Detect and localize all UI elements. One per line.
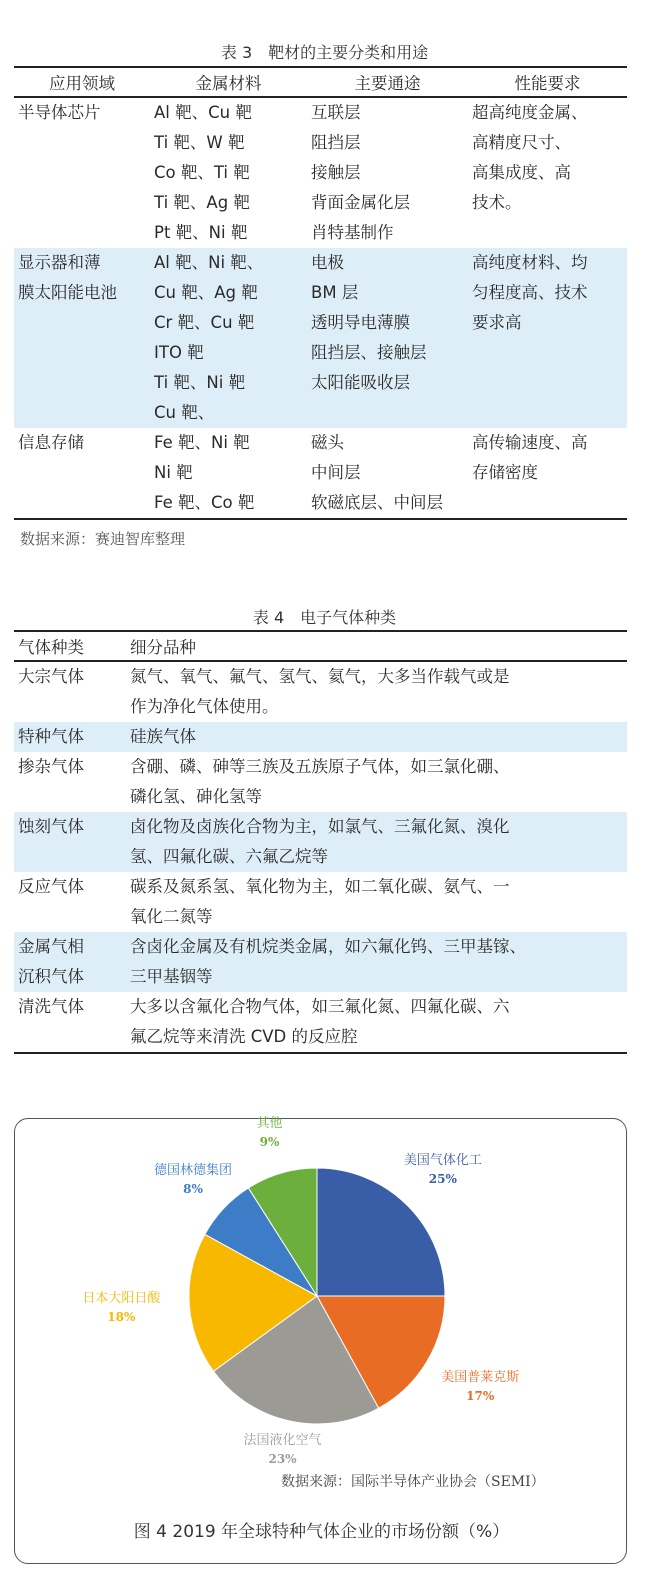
cell-uses: 互联层 阻挡层 接触层 背面金属化层 肖特基制作	[311, 103, 410, 242]
table4-header-detail: 细分品种	[130, 638, 196, 657]
table-row	[14, 248, 627, 428]
table3-header-materials: 金属材料	[195, 74, 262, 93]
pie-slice-name: 法国液化空气	[243, 1433, 322, 1449]
table3	[14, 66, 627, 520]
pie-slice-label	[200, 1115, 340, 1151]
pie-slice-name: 其他	[256, 1115, 283, 1131]
cell-type: 蚀刻气体	[18, 817, 84, 836]
table3-source: 数据来源：赛迪智库整理	[20, 530, 186, 548]
pie-slice-name: 美国气体化工	[403, 1153, 482, 1169]
table-row	[14, 812, 627, 872]
cell-detail: 大多以含氟化合物气体，如三氟化氮、四氟化碳、六 氟乙烷等来清洗 CVD 的反应腔	[130, 997, 510, 1046]
pie-slice-label	[410, 1369, 550, 1405]
table-row	[14, 722, 627, 752]
table-row	[14, 428, 627, 519]
table3-caption: 表 3 靶材的主要分类和用途	[220, 43, 429, 62]
cell-detail: 卤化物及卤族化合物为主，如氯气、三氟化氮、溴化 氢、四氟化碳、六氟乙烷等	[130, 817, 510, 866]
cell-materials: Fe 靶、Ni 靶 Ni 靶 Fe 靶、Co 靶	[154, 433, 255, 512]
cell-requirements: 超高纯度金属、 高精度尺寸、 高集成度、高 技术。	[472, 103, 588, 212]
figure4-caption: 图 4 2019 年全球特种气体企业的市场份额（%）	[133, 1522, 510, 1542]
pie-slice-name: 德国林德集团	[154, 1162, 233, 1178]
table-row	[14, 752, 627, 812]
table-row	[14, 661, 627, 722]
table-row	[14, 872, 627, 932]
table-row	[14, 932, 627, 992]
pie-slice-percent: 18%	[107, 1309, 136, 1324]
table4-caption: 表 4 电子气体种类	[252, 608, 397, 627]
pie-slice-percent: 25%	[428, 1172, 457, 1187]
table-row	[14, 97, 627, 248]
cell-type: 反应气体	[18, 877, 84, 896]
cell-requirements: 高纯度材料、均 匀程度高、技术 要求高	[472, 253, 588, 332]
pie-slice-label	[213, 1432, 353, 1468]
cell-uses: 磁头 中间层 软磁底层、中间层	[311, 433, 443, 512]
pie-slice-label	[51, 1290, 191, 1326]
pie-slice-percent: 8%	[183, 1181, 203, 1196]
cell-materials: Al 靶、Cu 靶 Ti 靶、W 靶 Co 靶、Ti 靶 Ti 靶、Ag 靶 Pt 靶、Ni 靶	[154, 103, 252, 242]
cell-detail: 硅族气体	[130, 727, 196, 746]
pie-slice-name: 美国普莱克斯	[441, 1369, 520, 1385]
table-row	[14, 992, 627, 1053]
pie-slice-percent: 17%	[466, 1388, 495, 1403]
cell-detail: 氮气、氧气、氟气、氢气、氦气，大多当作载气或是 作为净化气体使用。	[130, 667, 510, 716]
cell-detail: 含卤化金属及有机烷类金属，如六氟化钨、三甲基镓、 三甲基铟等	[130, 937, 526, 986]
figure4-box	[14, 1115, 627, 1564]
cell-requirements: 高传输速度、高 存储密度	[472, 433, 588, 482]
cell-detail: 碳系及氮系氢、氧化物为主，如二氧化碳、氨气、一 氧化二氮等	[130, 877, 510, 926]
cell-field: 显示器和薄 膜太阳能电池	[18, 253, 117, 302]
table3-header-field: 应用领域	[49, 74, 115, 93]
pie-slice-percent: 23%	[268, 1452, 297, 1467]
cell-type: 金属气相 沉积气体	[18, 937, 84, 986]
cell-type: 掺杂气体	[18, 757, 84, 776]
table4	[14, 630, 627, 1054]
cell-type: 大宗气体	[18, 667, 84, 686]
cell-field: 信息存储	[18, 433, 84, 452]
pie-slice-label	[373, 1152, 513, 1188]
figure4-source: 数据来源：国际半导体产业协会（SEMI）	[281, 1474, 545, 1490]
cell-detail: 含硼、磷、砷等三族及五族原子气体，如三氯化硼、 磷化氢、砷化氢等	[130, 757, 510, 806]
table3-header-uses: 主要通途	[354, 74, 421, 93]
table3-header-requirements: 性能要求	[514, 74, 581, 93]
cell-uses: 电极 BM 层 透明导电薄膜 阻挡层、接触层 太阳能吸收层	[311, 253, 427, 392]
table4-header-type: 气体种类	[18, 638, 84, 657]
cell-type: 清洗气体	[18, 997, 84, 1016]
pie-slice-name: 日本大阳日酸	[82, 1290, 161, 1306]
cell-materials: Al 靶、Ni 靶、 Cu 靶、Ag 靶 Cr 靶、Cu 靶 ITO 靶 Ti 靶、Ni 靶 Cu 靶、	[154, 253, 264, 422]
cell-field: 半导体芯片	[18, 103, 101, 122]
pie-slice-percent: 9%	[259, 1134, 280, 1149]
pie-slice-label	[123, 1162, 263, 1198]
cell-type: 特种气体	[18, 727, 84, 746]
